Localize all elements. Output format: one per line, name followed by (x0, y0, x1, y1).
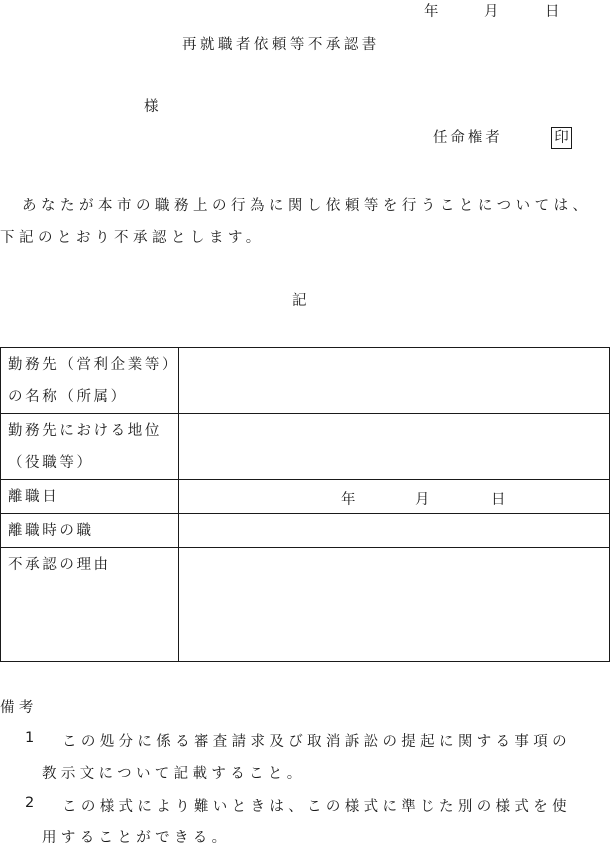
issuer (433, 126, 572, 149)
row-label-position (1, 414, 179, 480)
row-value-position (179, 414, 610, 480)
retire-date-year: 年 (341, 492, 356, 508)
notes-heading: 備考 (0, 700, 38, 716)
addressee-suffix: 様 (144, 99, 159, 115)
note-1-line-1: この処分に係る審査請求及び取消訴訟の提起に関する事項の (62, 734, 571, 750)
row-label-line: 勤務先（営利企業等） (8, 357, 180, 373)
date-year: 年 (424, 4, 439, 20)
note-2-line-2: 用することができる。 (42, 830, 231, 846)
date-month: 月 (484, 4, 499, 20)
note-1-line-2: 教示文について記載すること。 (42, 766, 306, 782)
issuer-label: 任命権者 (433, 130, 503, 146)
date-day: 日 (545, 4, 560, 20)
ki-heading: 記 (292, 293, 307, 309)
retire-date-month: 月 (415, 492, 430, 508)
row-label-reason: 不承認の理由 (1, 548, 179, 662)
row-label-line: の名称（所属） (8, 389, 128, 405)
note-number: 2 (25, 795, 35, 811)
row-value-retire-post (179, 514, 610, 548)
row-label-line: 勤務先における地位 (8, 423, 162, 439)
table-row (1, 514, 610, 548)
row-label-employer (1, 348, 179, 414)
retire-date-day: 日 (491, 492, 506, 508)
row-value-retire-date (179, 480, 610, 514)
note-number: 1 (25, 730, 35, 746)
body-line-2: 下記のとおり不承認とします。 (0, 230, 265, 246)
table-row (1, 480, 610, 514)
body-line-1: あなたが本市の職務上の行為に関し依頼等を行うことについては、 (22, 198, 592, 214)
table-row (1, 348, 610, 414)
row-label-retire-post: 離職時の職 (1, 514, 179, 548)
issue-date (0, 0, 611, 20)
table-row (1, 414, 610, 480)
row-label-retire-date: 離職日 (1, 480, 179, 514)
row-value-employer (179, 348, 610, 414)
row-value-reason (179, 548, 610, 662)
row-label-line: （役職等） (8, 455, 94, 471)
form-table (0, 347, 610, 662)
table-row (1, 548, 610, 662)
seal-box: 印 (551, 127, 572, 149)
document-title: 再就職者依頼等不承認書 (182, 37, 380, 53)
note-2-line-1: この様式により難いときは、この様式に準じた別の様式を使 (62, 799, 571, 815)
